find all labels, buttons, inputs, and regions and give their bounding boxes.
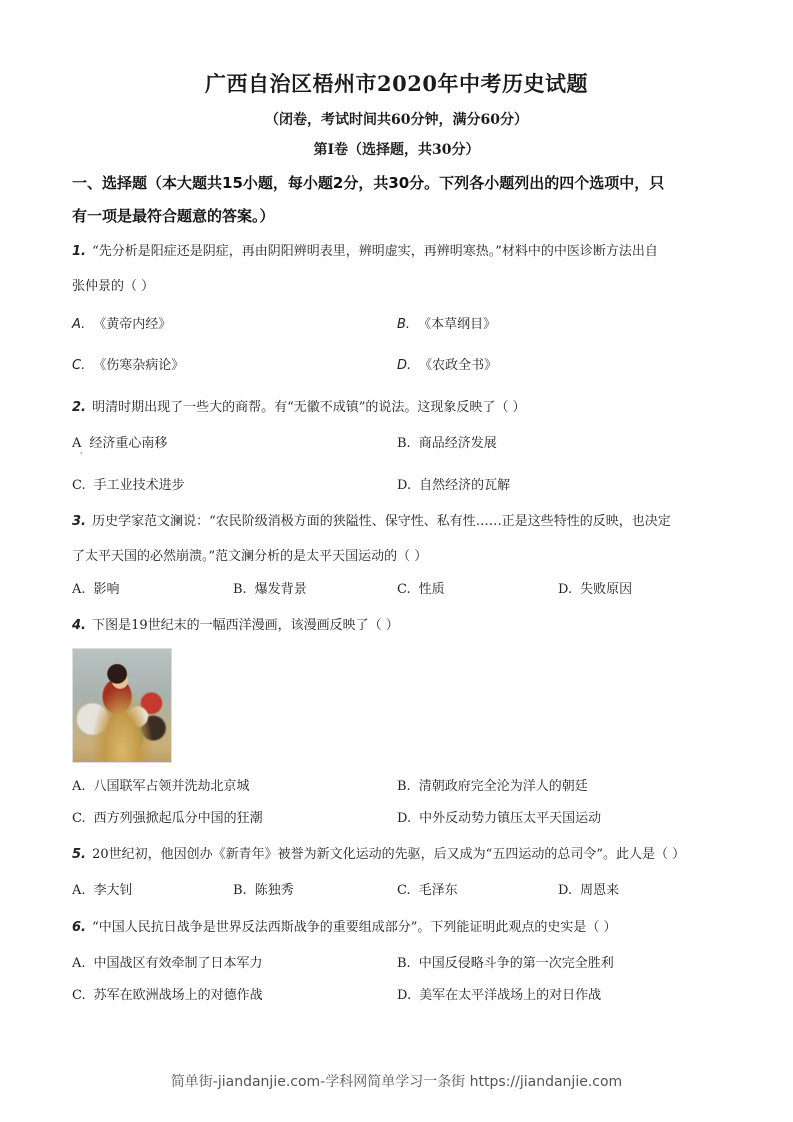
question-3-line1 <box>72 510 671 529</box>
q2-option-b[interactable]: B. 商品经济发展 <box>397 436 497 451</box>
question-text: 明清时期出现了一些大的商帮。有“无徽不成镇”的说法。这现象反映了（ ） <box>92 400 526 415</box>
volume-heading: 第Ⅰ卷（选择题，共30分） <box>313 142 480 158</box>
q1-option-b[interactable]: B. 《本草纲目》 <box>397 317 497 332</box>
question-4-line1 <box>72 614 399 633</box>
q3-option-c[interactable]: C. 性质 <box>397 582 445 597</box>
q2-option-c[interactable]: C. 手工业技术进步 <box>72 478 185 493</box>
question-text: “中国人民抗日战争是世界反法西斯战争的重要组成部分”。下列能证明此观点的史实是（ ） <box>92 920 617 935</box>
q4-option-a[interactable]: A. 八国联军占领并洗劫北京城 <box>72 779 250 794</box>
question-number: 2. <box>72 400 86 415</box>
section-heading-line1: 一、选择题（本大题共15小题，每小题2分，共30分。下列各小题列出的四个选项中，只 <box>72 174 665 192</box>
q1-option-a[interactable]: A. 《黄帝内经》 <box>72 317 172 332</box>
question-3-line2: 了太平天国的必然崩溃。”范文澜分析的是太平天国运动的（ ） <box>72 549 428 564</box>
q5-option-a[interactable]: A. 李大钊 <box>72 883 133 898</box>
q3-option-a[interactable]: A. 影响 <box>72 582 120 597</box>
footer-watermark: 简单街-jiandanjie.com-学科网简单学习一条街 https://jiandanjie.com <box>170 1074 623 1090</box>
q3-option-b[interactable]: B. 爆发背景 <box>233 582 307 597</box>
q1-option-d[interactable]: D. 《农政全书》 <box>397 358 498 373</box>
question-2-line1 <box>72 396 526 415</box>
question-6-line1 <box>72 916 617 935</box>
q5-option-c[interactable]: C. 毛泽东 <box>397 883 458 898</box>
cartoon-image <box>72 648 172 763</box>
question-5-line1 <box>72 843 685 862</box>
q3-option-d[interactable]: D. 失败原因 <box>558 582 633 597</box>
question-number: 6. <box>72 920 86 935</box>
q6-option-c[interactable]: C. 苏军在欧洲战场上的对德作战 <box>72 988 263 1003</box>
question-number: 1. <box>72 244 86 259</box>
q6-option-a[interactable]: A. 中国战区有效牵制了日本军力 <box>72 956 263 971</box>
question-text: 历史学家范文澜说：“农民阶级消极方面的狭隘性、保守性、私有性……正是这些特性的反映，也决定 <box>92 514 671 529</box>
q6-option-b[interactable]: B. 中国反侵略斗争的第一次完全胜利 <box>397 956 614 971</box>
q2-option-d[interactable]: D. 自然经济的瓦解 <box>397 478 511 493</box>
q1-option-c[interactable]: C. 《伤寒杂病论》 <box>72 358 185 373</box>
stray-mark: ' <box>80 451 83 460</box>
question-text: 下图是19世纪末的一幅西洋漫画，该漫画反映了（ ） <box>92 618 399 633</box>
q4-option-d[interactable]: D. 中外反动势力镇压太平天国运动 <box>397 811 602 826</box>
question-text: “先分析是阳症还是阴症，再由阴阳辨明表里，辨明虚实，再辨明寒热。”材料中的中医诊断方法出自 <box>92 244 658 259</box>
q5-option-d[interactable]: D. 周恩来 <box>558 883 620 898</box>
question-1-line1 <box>72 240 658 259</box>
exam-info: （闭卷，考试时间共60分钟，满分60分） <box>265 112 528 128</box>
question-1-line2: 张仲景的（ ） <box>72 279 155 294</box>
question-number: 4. <box>72 618 86 633</box>
q6-option-d[interactable]: D. 美军在太平洋战场上的对日作战 <box>397 988 602 1003</box>
question-text: 20世纪初，他因创办《新青年》被誉为新文化运动的先驱，后又成为“五四运动的总司令”。此人是（ ） <box>92 847 686 862</box>
page-title: 广西自治区梧州市2020年中考历史试题 <box>205 71 588 96</box>
question-number: 5. <box>72 847 86 862</box>
q2-option-a[interactable]: A 经济重心南移 <box>72 436 168 451</box>
q5-option-b[interactable]: B. 陈独秀 <box>233 883 294 898</box>
q4-option-b[interactable]: B. 清朝政府完全沦为洋人的朝廷 <box>397 779 588 794</box>
q4-option-c[interactable]: C. 西方列强掀起瓜分中国的狂潮 <box>72 811 263 826</box>
question-number: 3. <box>72 514 86 529</box>
section-heading-line2: 有一项是最符合题意的答案。） <box>72 207 275 225</box>
